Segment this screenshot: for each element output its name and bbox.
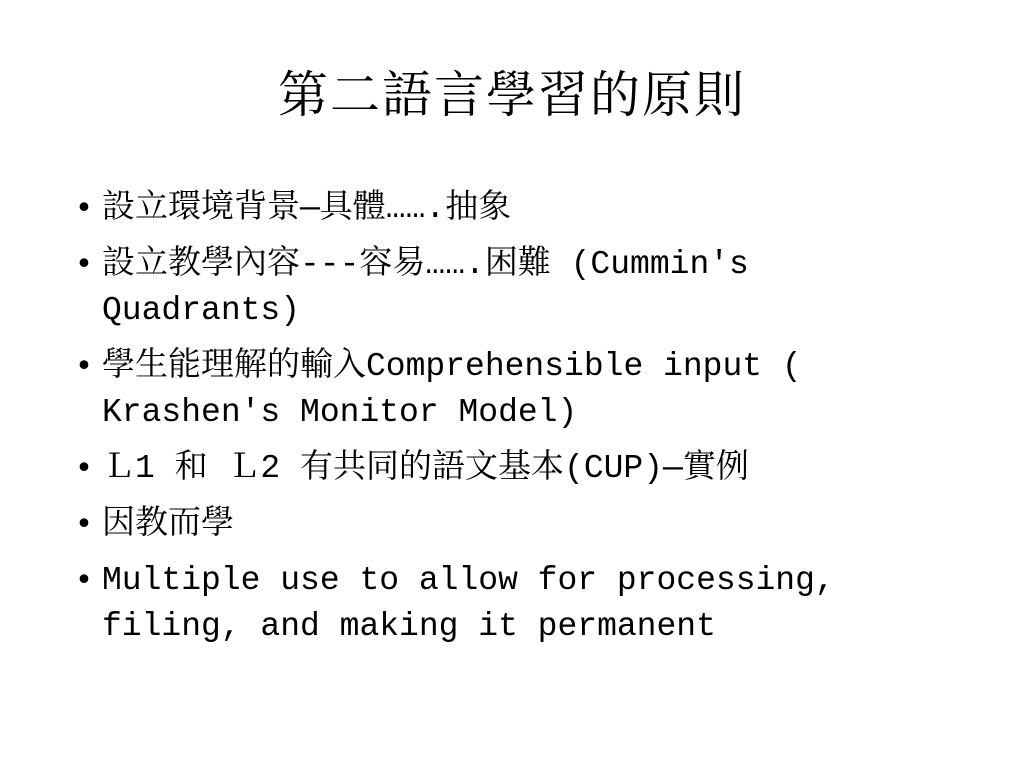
bullet-item-multiple-use: [70, 558, 930, 650]
bullet-list: [70, 186, 930, 660]
bullet-icon: •: [75, 507, 93, 542]
bullet-item-learn-by-teaching: [70, 502, 930, 548]
bullet-item-comprehensible-input: [70, 344, 930, 436]
bullet-text: 設立教學內容---容易…….困難 (Cummin's Quadrants): [102, 246, 749, 329]
bullet-text: 因教而學: [102, 506, 234, 543]
bullet-text: Ｌ1 和 Ｌ2 有共同的語文基本(CUP)—實例: [102, 450, 749, 487]
slide-title: 第二語言學習的原則: [278, 66, 746, 124]
bullet-text: Multiple use to allow for processing, filing, and making it permanent: [102, 562, 835, 645]
bullet-text: 設立環境背景—具體…….抽象: [102, 190, 512, 227]
bullet-item-environment: [70, 186, 930, 232]
bullet-icon: •: [75, 563, 93, 598]
bullet-item-cup: [70, 446, 930, 492]
bullet-icon: •: [75, 349, 93, 384]
bullet-item-content: [70, 242, 930, 334]
bullet-icon: •: [75, 451, 93, 486]
bullet-text: 學生能理解的輸入Comprehensible input ( Krashen's Monitor Model): [102, 348, 802, 431]
bullet-icon: •: [75, 247, 93, 282]
bullet-icon: •: [75, 191, 93, 226]
